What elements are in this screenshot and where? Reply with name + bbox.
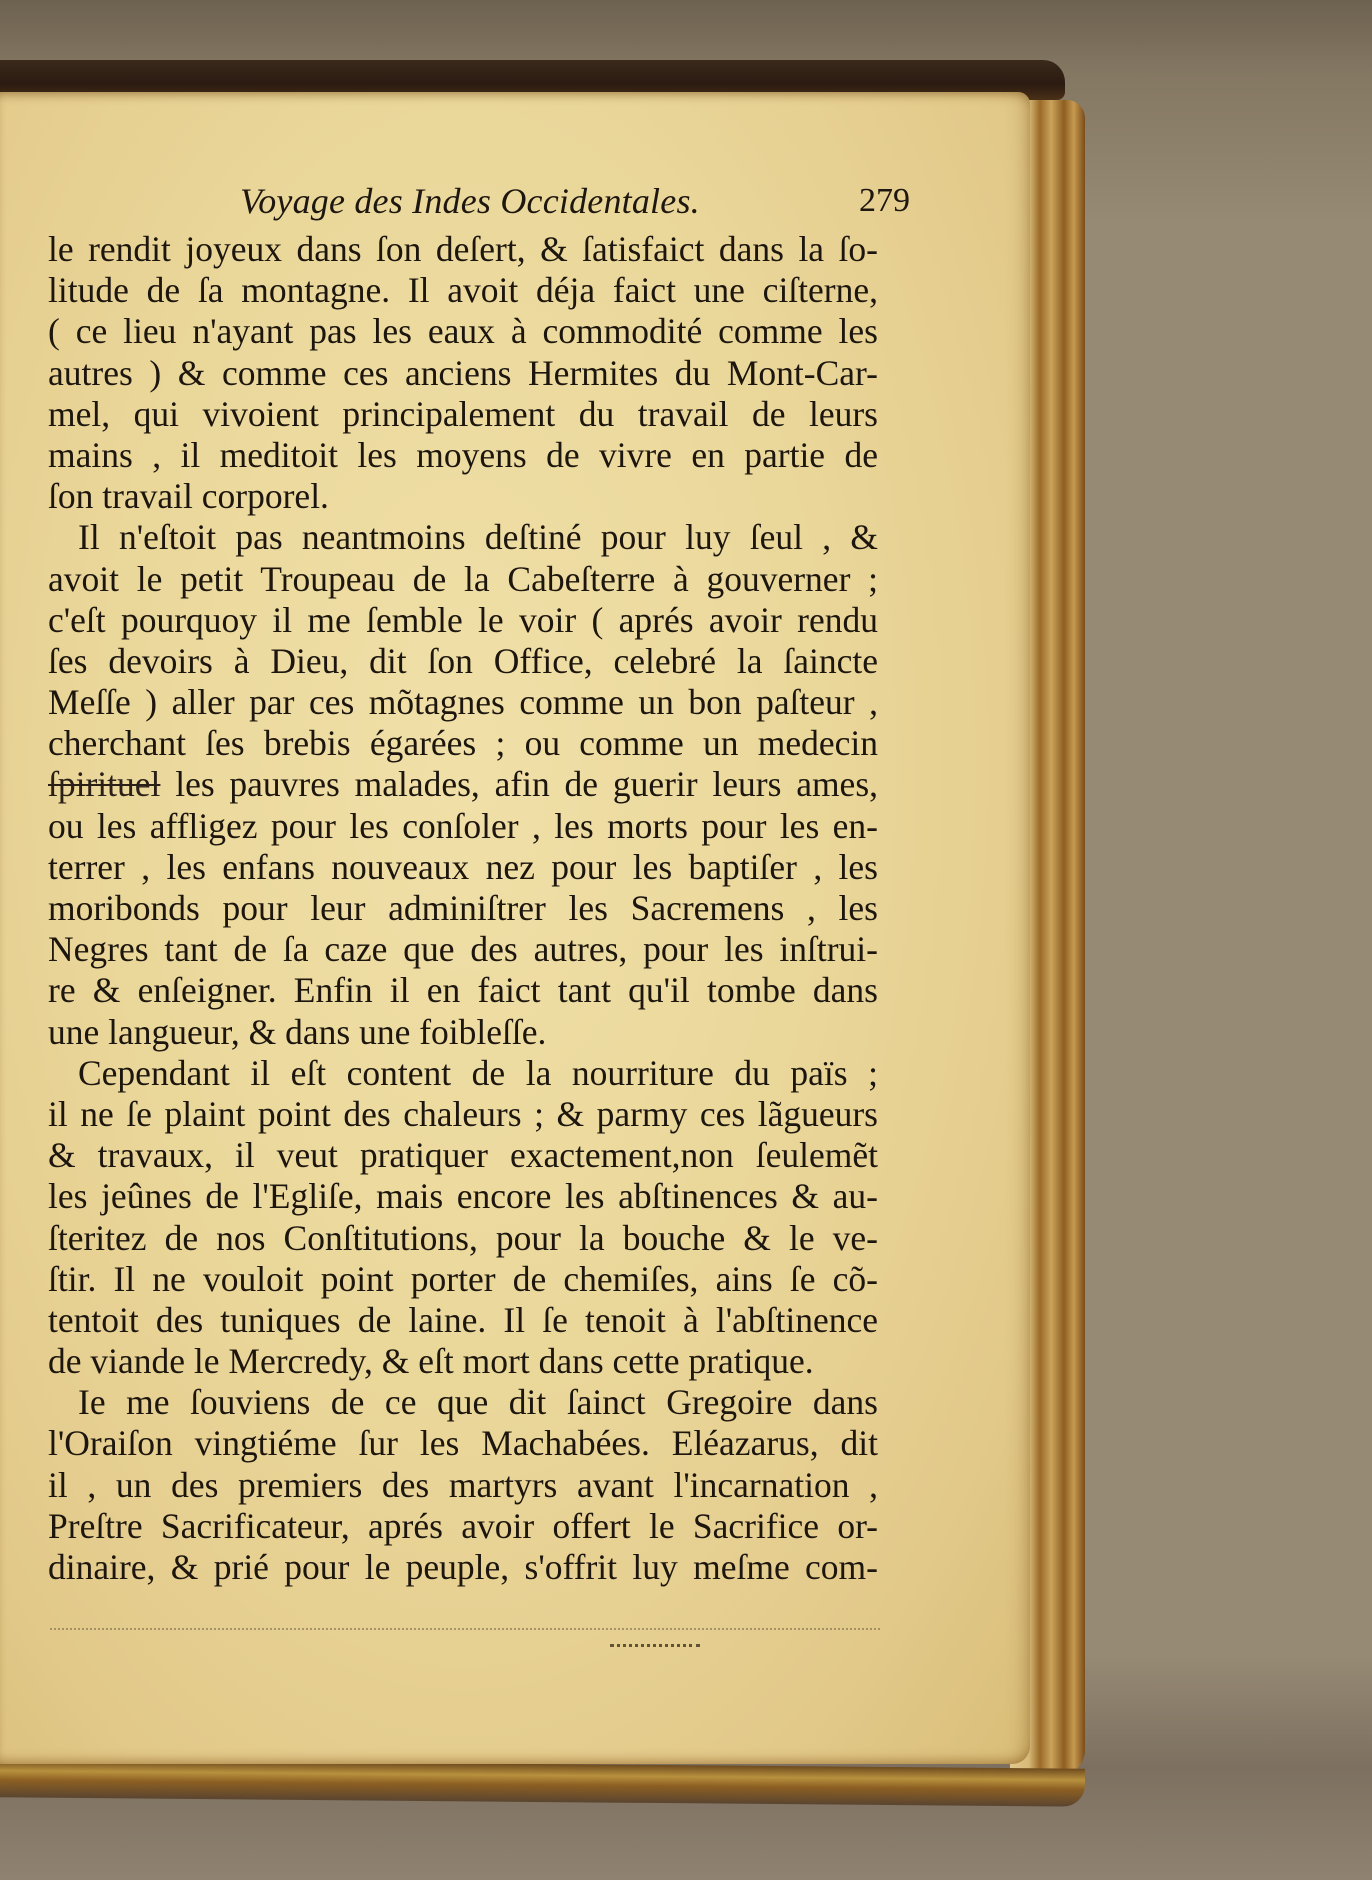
ink-smudge — [610, 1644, 700, 1655]
text-line: mel, qui vivoient principalement du travail de leurs — [48, 393, 878, 434]
running-head-title: Voyage des Indes Occidentales. — [240, 181, 700, 221]
text-line: ou les affligez pour les conſoler , les morts pour les en- — [48, 805, 878, 846]
text-line: Meſſe ) aller par ces mõtagnes comme un bon paſteur , — [48, 682, 878, 723]
text-line: re & enſeigner. Enfin il en faict tant qu'il tombe dans — [48, 970, 878, 1011]
text-line-rest: les pauvres malades, afin de guerir leurs ames, — [175, 764, 879, 805]
text-line: & travaux, il veut pratiquer exactement,non ſeulemẽt — [48, 1135, 878, 1176]
text-line: ſon travail corporel. — [48, 476, 329, 517]
text-line: Preſtre Sacrificateur, aprés avoir offert le Sacrifice or- — [48, 1505, 878, 1546]
text-line: le rendit joyeux dans ſon deſert, & ſatisfaict dans la ſo- — [48, 229, 878, 269]
text-line: il , un des premiers des martyrs avant l'incarnation , — [48, 1464, 878, 1505]
text-line: il ne ſe plaint point des chaleurs ; & parmy ces lãgueurs — [48, 1093, 878, 1134]
bleed-through-marks — [50, 1628, 880, 1644]
text-line: une langueur, & dans une foibleſſe. — [48, 1011, 547, 1052]
struck-out-word: ſpirituel — [48, 764, 161, 805]
text-line: l'Oraiſon vingtiéme ſur les Machabées. Eléazarus, dit — [48, 1423, 878, 1464]
text-line: de viande le Mercredy, & eſt mort dans cette pratique. — [48, 1341, 814, 1382]
text-line: tentoit des tuniques de laine. Il ſe tenoit à l'abſtinence — [48, 1299, 878, 1340]
text-line: Negres tant de ſa caze que des autres, pour les inſtrui- — [48, 929, 878, 970]
text-line: autres ) & comme ces anciens Hermites du Mont-Car- — [48, 352, 878, 393]
body-text — [48, 229, 878, 1588]
text-line: avoit le petit Troupeau de la Cabeſterre à gouverner ; — [48, 558, 878, 599]
text-line: mains , il meditoit les moyens de vivre en partie de — [48, 434, 878, 475]
text-line: ſteritez de nos Conſtitutions, pour la bouche & le ve- — [48, 1217, 878, 1258]
running-head — [240, 180, 910, 232]
text-line: moribonds pour leur adminiſtrer les Sacremens , les — [48, 888, 878, 928]
paragraph-first-line: Il n'eſtoit pas neantmoins deſtiné pour luy ſeul , & — [78, 517, 878, 558]
text-line: ( ce lieu n'ayant pas les eaux à commodité comme les — [48, 311, 878, 352]
text-line: les jeûnes de l'Egliſe, mais encore les abſtinences & au- — [48, 1176, 878, 1217]
paragraph-first-line: Cependant il eſt content de la nourriture du païs ; — [78, 1052, 878, 1093]
text-line: terrer , les enfans nouveaux nez pour les baptiſer , les — [48, 846, 878, 887]
text-line: dinaire, & prié pour le peuple, s'offrit luy meſme com- — [48, 1547, 878, 1587]
text-line: litude de ſa montagne. Il avoit déja faict une ciſterne, — [48, 270, 878, 311]
text-line: cherchant ſes brebis égarées ; ou comme un medecin — [48, 723, 878, 764]
page-number: 279 — [859, 182, 910, 219]
text-line-with-strikeout — [48, 764, 878, 805]
text-line: ſes devoirs à Dieu, dit ſon Office, celebré la ſaincte — [48, 640, 878, 681]
text-line: c'eſt pourquoy il me ſemble le voir ( aprés avoir rendu — [48, 599, 878, 640]
paragraph-first-line: Ie me ſouviens de ce que dit ſainct Gregoire dans — [78, 1382, 878, 1423]
text-line: ſtir. Il ne vouloit point porter de chemiſes, ains ſe cõ- — [48, 1258, 878, 1299]
